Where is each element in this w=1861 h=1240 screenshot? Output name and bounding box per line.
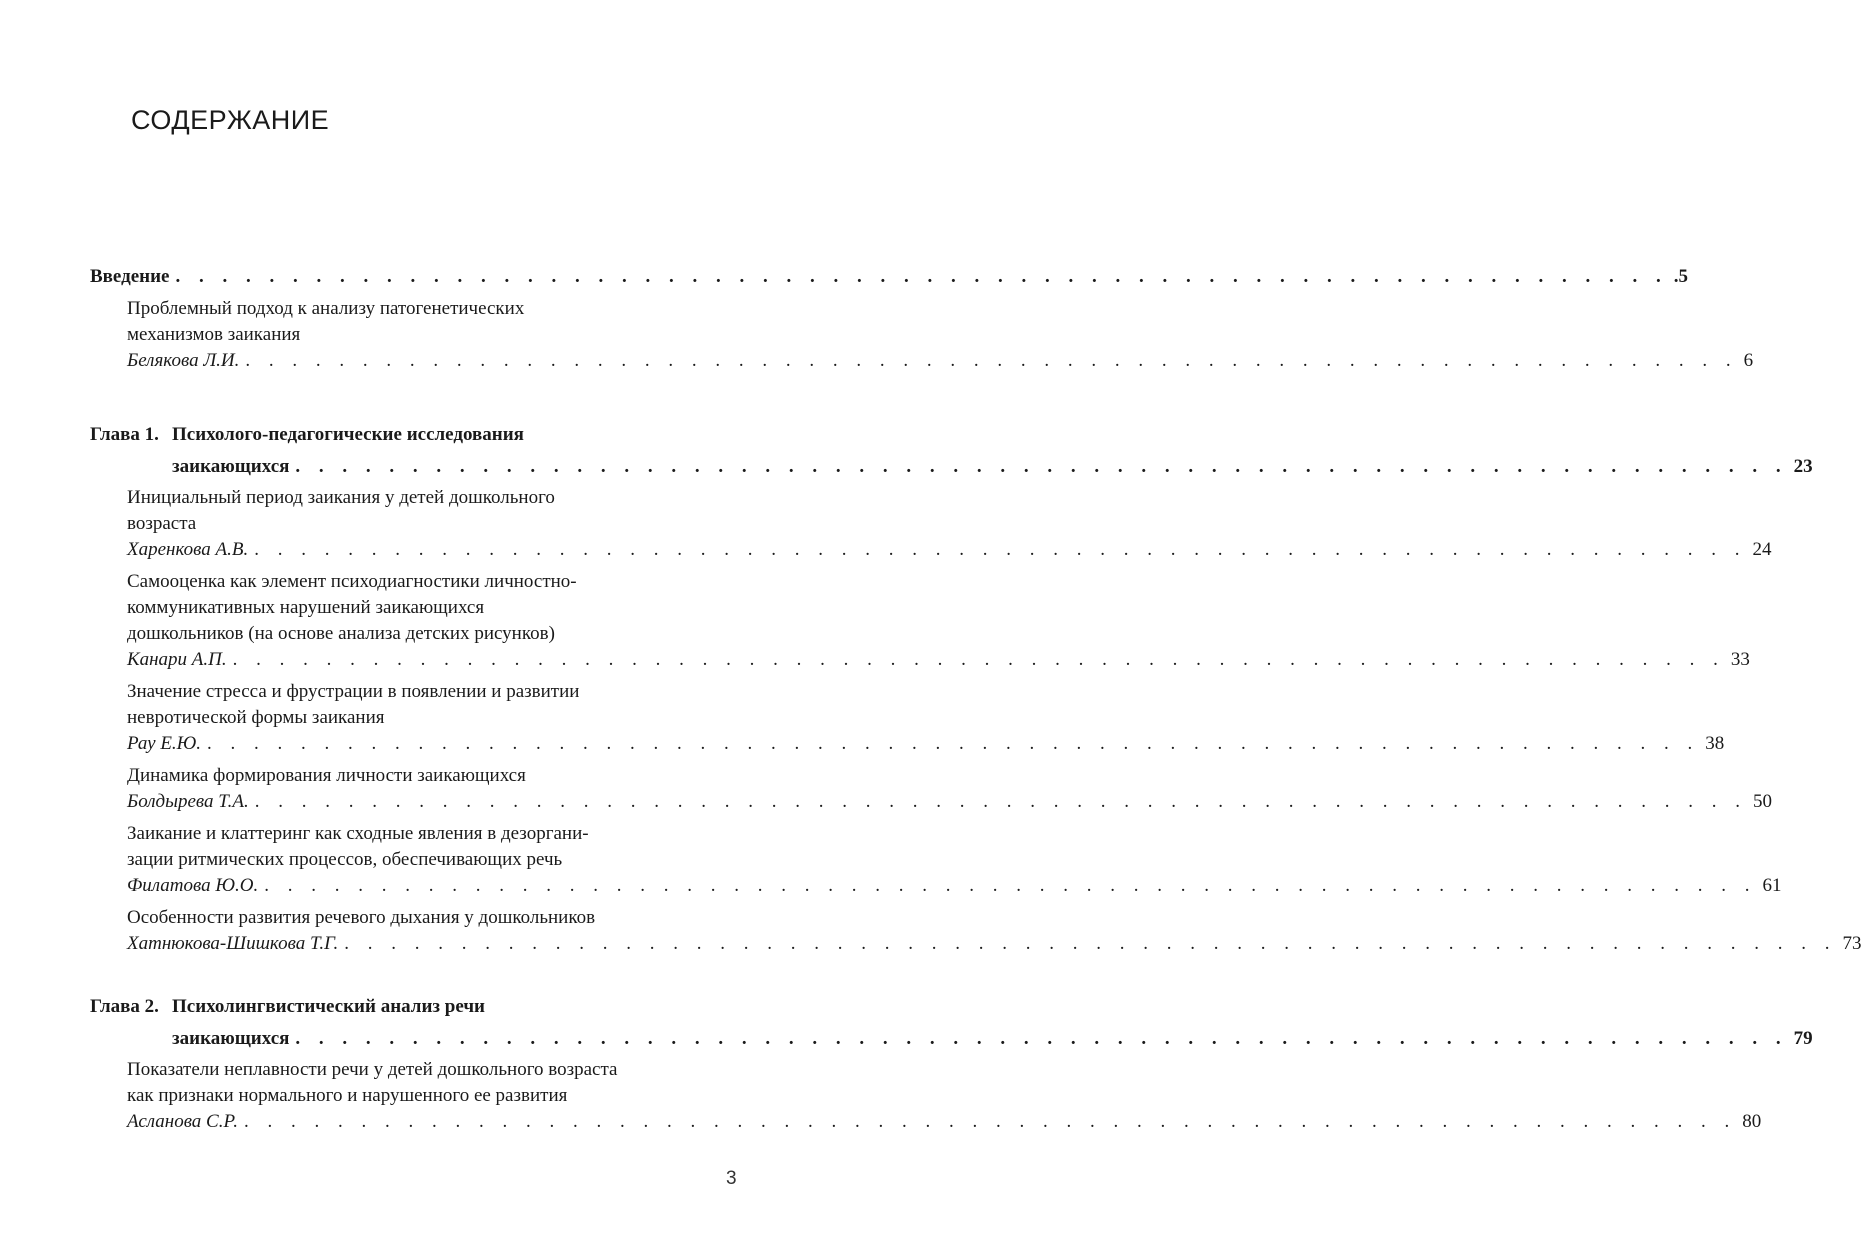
article-title-line: механизмов заикания bbox=[127, 324, 301, 345]
chapter-title-line: Психолингвистический анализ речи bbox=[172, 996, 485, 1017]
article-title-line: зации ритмических процессов, обеспечивающих речь bbox=[127, 849, 563, 870]
article-title-line: Инициальный период заикания у детей дошкольного bbox=[127, 487, 555, 508]
article-title-line: Динамика формирования личности заикающихся bbox=[127, 765, 526, 786]
article-title-line: Значение стресса и фрустрации в появлении и развитии bbox=[127, 681, 580, 702]
article-entry bbox=[90, 905, 1861, 957]
chapter-label: Глава 2. bbox=[90, 996, 159, 1017]
chapter-label: Глава 1. bbox=[90, 424, 159, 445]
dot-leader: . . . . . . . . . . . . . . . . . . . . . . . . . . . . . . . . . . . . . . . . . . . . . . . . . . . . . . . . . . . . . . . . bbox=[295, 456, 1788, 477]
dot-leader: . . . . . . . . . . . . . . . . . . . . . . . . . . . . . . . . . . . . . . . . . . . . . . . . . . . . . . . . . . . . . . . . bbox=[232, 649, 1725, 670]
article-author-entry[interactable] bbox=[127, 537, 1772, 563]
toc-entry-page: .5 bbox=[1673, 266, 1688, 287]
article-entry bbox=[90, 485, 1772, 563]
article-title-line: дошкольников (на основе анализа детских рисунков) bbox=[127, 623, 555, 644]
toc-entry-chapter2[interactable] bbox=[172, 1026, 1813, 1052]
article-author: Харенкова А.В. bbox=[127, 539, 249, 560]
chapter-heading bbox=[90, 422, 693, 448]
article-title-line: Проблемный подход к анализу патогенетических bbox=[127, 298, 525, 319]
article-entry bbox=[90, 1057, 1762, 1135]
article-title-line: как признаки нормального и нарушенного ее развития bbox=[127, 1085, 568, 1106]
article-title-line: Показатели неплавности речи у детей дошкольного возраста bbox=[127, 1059, 618, 1080]
article-page: 6 bbox=[1743, 350, 1754, 371]
toc-section-chapter2 bbox=[90, 994, 1813, 1135]
article-page: 80 bbox=[1742, 1111, 1762, 1132]
article-author: Филатова Ю.О. bbox=[127, 875, 259, 896]
article-title-line: Самооценка как элемент психодиагностики личностно- bbox=[127, 571, 577, 592]
dot-leader: . . . . . . . . . . . . . . . . . . . . . . . . . . . . . . . . . . . . . . . . . . . . . . . . . . . . . . . . . . . . . . . . bbox=[254, 791, 1748, 812]
page-number: 3 bbox=[726, 1168, 737, 1189]
dot-leader: . . . . . . . . . . . . . . . . . . . . . . . . . . . . . . . . . . . . . . . . . . . . . . . . . . . . . . . . . . . . . . . . bbox=[245, 350, 1738, 371]
article-author-entry[interactable] bbox=[127, 647, 1750, 673]
article-page: 73 bbox=[1842, 933, 1861, 954]
article-author-entry[interactable] bbox=[127, 731, 1725, 757]
article-title-line: возраста bbox=[127, 513, 197, 534]
toc-entry-chapter1[interactable] bbox=[172, 454, 1813, 480]
article-author-entry[interactable] bbox=[127, 789, 1773, 815]
article-page: 61 bbox=[1762, 875, 1782, 896]
toc-entry-intro[interactable] bbox=[90, 264, 1688, 290]
chapter-page: 79 bbox=[1793, 1028, 1813, 1049]
article-entry bbox=[90, 679, 1725, 757]
article-entry bbox=[90, 763, 1773, 815]
article-author: Канари А.П. bbox=[127, 649, 227, 670]
article-author-entry[interactable] bbox=[127, 348, 1754, 374]
dot-leader: . . . . . . . . . . . . . . . . . . . . . . . . . . . . . . . . . . . . . . . . . . . . . . . . . . . . . . . . . . . . . . . . bbox=[254, 539, 1747, 560]
page-title: СОДЕРЖАНИЕ bbox=[131, 105, 330, 135]
article-title-line: невротической формы заикания bbox=[127, 707, 385, 728]
toc-section-intro bbox=[90, 264, 1754, 374]
toc-section-chapter1 bbox=[90, 422, 1861, 957]
article-entry bbox=[90, 569, 1750, 673]
chapter-title-line: заикающихся bbox=[172, 1028, 290, 1049]
article-page: 50 bbox=[1753, 791, 1773, 812]
article-title-line: коммуникативных нарушений заикающихся bbox=[127, 597, 485, 618]
chapter-title-line: Психолого-педагогические исследования bbox=[172, 424, 524, 445]
article-author-entry[interactable] bbox=[127, 873, 1782, 899]
article-author: Рау Е.Ю. bbox=[127, 733, 202, 754]
article-author-entry[interactable] bbox=[127, 931, 1861, 957]
article-title-line: Особенности развития речевого дыхания у дошкольников bbox=[127, 907, 596, 928]
dot-leader: . . . . . . . . . . . . . . . . . . . . . . . . . . . . . . . . . . . . . . . . . . . . . . . . . . . . . . . . . . . . . . . . bbox=[243, 1111, 1737, 1132]
chapter-title-line: заикающихся bbox=[172, 456, 290, 477]
article-author: Асланова С.Р. bbox=[127, 1111, 238, 1132]
dot-leader: . . . . . . . . . . . . . . . . . . . . . . . . . . . . . . . . . . . . . . . . . . . . . . . . . . . . . . . . . . . . . . . . bbox=[175, 266, 1668, 287]
chapter-heading bbox=[90, 994, 693, 1020]
article-title-line: Заикание и клаттеринг как сходные явления в дезоргани- bbox=[127, 823, 589, 844]
article-author-entry[interactable] bbox=[127, 1109, 1762, 1135]
article-page: 33 bbox=[1730, 649, 1750, 670]
article-author: Белякова Л.И. bbox=[127, 350, 240, 371]
article-page: 24 bbox=[1752, 539, 1772, 560]
dot-leader: . . . . . . . . . . . . . . . . . . . . . . . . . . . . . . . . . . . . . . . . . . . . . . . . . . . . . . . . . . . . . . . . bbox=[207, 733, 1700, 754]
dot-leader: . . . . . . . . . . . . . . . . . . . . . . . . . . . . . . . . . . . . . . . . . . . . . . . . . . . . . . . . . . . . . . . . bbox=[264, 875, 1757, 896]
dot-leader: . . . . . . . . . . . . . . . . . . . . . . . . . . . . . . . . . . . . . . . . . . . . . . . . . . . . . . . . . . . . . . . . bbox=[295, 1028, 1788, 1049]
article-author: Болдырева Т.А. bbox=[127, 791, 249, 812]
chapter-page: 23 bbox=[1793, 456, 1813, 477]
dot-leader: . . . . . . . . . . . . . . . . . . . . . . . . . . . . . . . . . . . . . . . . . . . . . . . . . . . . . . . . . . . . . . . . bbox=[344, 933, 1837, 954]
article-entry bbox=[90, 821, 1782, 899]
article-page: 38 bbox=[1705, 733, 1725, 754]
article-author: Хатнюкова-Шишкова Т.Г. bbox=[127, 933, 339, 954]
toc-entry-title: Введение bbox=[90, 266, 170, 287]
